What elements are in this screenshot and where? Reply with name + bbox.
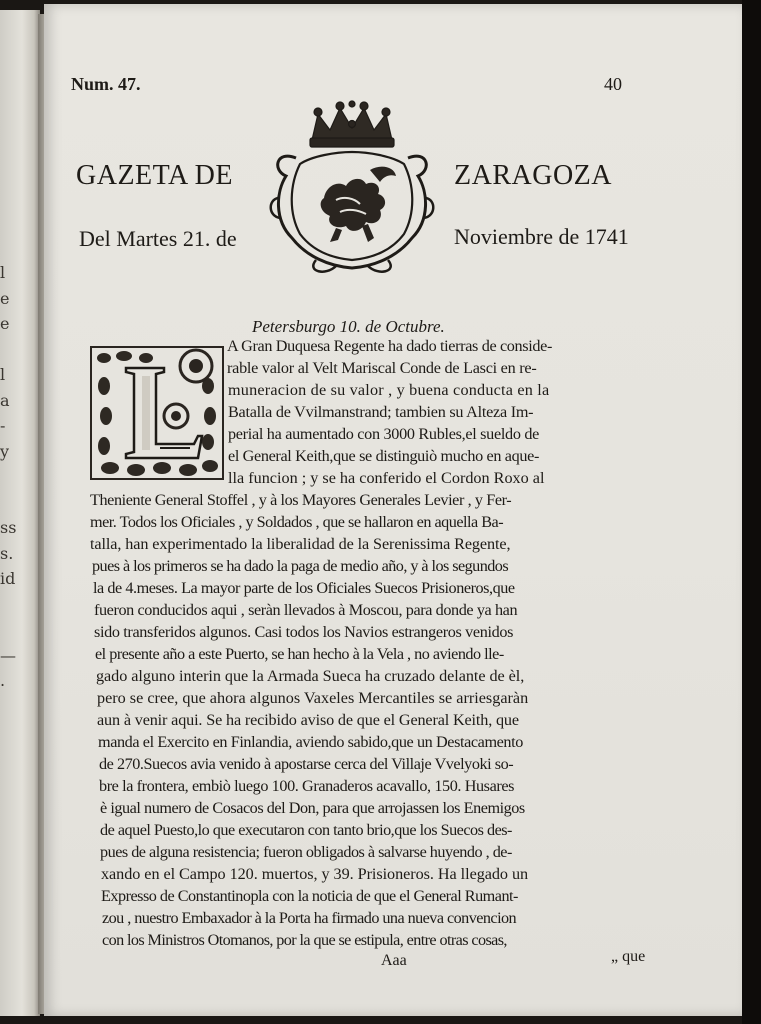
article-line: pero se cree, que ahora algunos Vaxeles Mercantiles se arriesgaràn [97, 689, 529, 707]
left-page-text-fragments [0, 260, 17, 694]
catchword: „ que [611, 948, 646, 965]
left-fragment [0, 617, 14, 643]
left-fragment [0, 337, 14, 363]
left-fragment: . [0, 671, 6, 690]
left-fragment: - [0, 416, 6, 435]
left-fragment [0, 490, 14, 516]
gazette-page [44, 4, 742, 1016]
left-fragment: — [0, 645, 16, 665]
page-number: 40 [604, 74, 622, 94]
left-fragment: e [0, 314, 10, 333]
masthead-title-left: GAZETA DE [76, 160, 234, 191]
left-fragment [0, 464, 14, 490]
coat-of-arms-crest-icon [266, 100, 438, 276]
left-page-edge [0, 10, 40, 1016]
left-fragment: a [0, 390, 10, 410]
article-line: bre la frontera, embiò luego 100. Granaderos acavallo, 150. Husares [99, 777, 515, 795]
masthead-title-right: ZARAGOZA [454, 160, 612, 191]
left-fragment: y [0, 441, 10, 461]
article-line: è igual numero de Cosacos del Don, para que arrojassen los Enemigos [100, 799, 525, 817]
article-line: lla funcion ; y se ha conferido el Cordon Roxo al [228, 469, 545, 487]
article-line: perial ha aumentado con 3000 Rubles,el sueldo de [228, 425, 540, 443]
issue-date-left: Del Martes 21. de [79, 226, 237, 251]
left-fragment: l [0, 365, 6, 384]
left-fragment: s. [0, 543, 14, 563]
article-line: el presente año a este Puerto, se han hecho à la Vela , no aviendo lle- [95, 645, 504, 663]
article-line: de 270.Suecos avia venido à apostarse cerca del Villaje Vvelyoki so- [99, 755, 514, 773]
scan-background-edge [742, 0, 761, 1024]
issue-date-right: Noviembre de 1741 [454, 224, 629, 249]
left-fragment: e [0, 288, 10, 308]
article-line: la de 4.meses. La mayor parte de los Oficiales Suecos Prisioneros,que [93, 579, 515, 597]
article-line: pues à los primeros se ha dado la paga de medio año, y à los segundos [92, 557, 509, 575]
article-line: el General Keith,que se distinguiò mucho en aque- [228, 447, 539, 465]
article-line: fueron conducidos aqui , seràn llevados à Moscou, para donde ya han [94, 601, 518, 619]
article-line: manda el Exercito en Finlandia, aviendo sabido,que un Destacamento [98, 733, 523, 751]
left-fragment: l [0, 263, 6, 282]
article-line: de aquel Puesto,lo que executaron con tanto brio,que los Suecos des- [100, 821, 512, 839]
article-line: muneracion de su valor , y buena conducta en la [228, 381, 550, 399]
article-line: Batalla de Vvilmanstrand; tambien su Alteza Im- [228, 403, 534, 421]
article-line: gado alguno interin que la Armada Sueca ha cruzado delante de èl, [96, 667, 525, 685]
left-fragment: ss [0, 518, 17, 537]
left-fragment: id [0, 569, 16, 588]
article-line: aun à venir aqui. Se ha recibido aviso de que el General Keith, que [97, 711, 519, 729]
article-line: mer. Todos los Oficiales , y Soldados , que se hallaron en aquella Ba- [90, 513, 504, 531]
article-line: talla, han experimentado la liberalidad de la Serenissima Regente, [90, 535, 511, 553]
article-line: Expresso de Constantinopla con la noticia de que el General Rumant- [101, 887, 518, 905]
signature-mark: Aaa [381, 952, 407, 969]
article-line: pues de alguna resistencia; fueron obligados à salvarse huyendo , de- [100, 843, 512, 861]
article-line: zou , nuestro Embaxador à la Porta ha firmado una nueva convencion [102, 909, 517, 927]
article-dateline: Petersburgo 10. de Octubre. [252, 317, 445, 336]
article-line: xando en el Campo 120. muertos, y 39. Prisioneros. Ha llegado un [101, 865, 529, 883]
article-line: con los Ministros Otomanos, por la que se estipula, entre otras cosas, [102, 931, 507, 949]
article-line: rable valor al Velt Mariscal Conde de Lasci en re- [227, 359, 537, 377]
decorated-initial-letter [90, 346, 224, 480]
article-line: Theniente General Stoffel , y à los Mayores Generales Levier , y Fer- [90, 491, 512, 509]
left-fragment [0, 592, 14, 618]
article-line: sido transferidos algunos. Casi todos los Navios estrangeros venidos [94, 623, 514, 641]
article-line: A Gran Duquesa Regente ha dado tierras de conside- [227, 337, 553, 355]
issue-number: Num. 47. [71, 74, 141, 94]
